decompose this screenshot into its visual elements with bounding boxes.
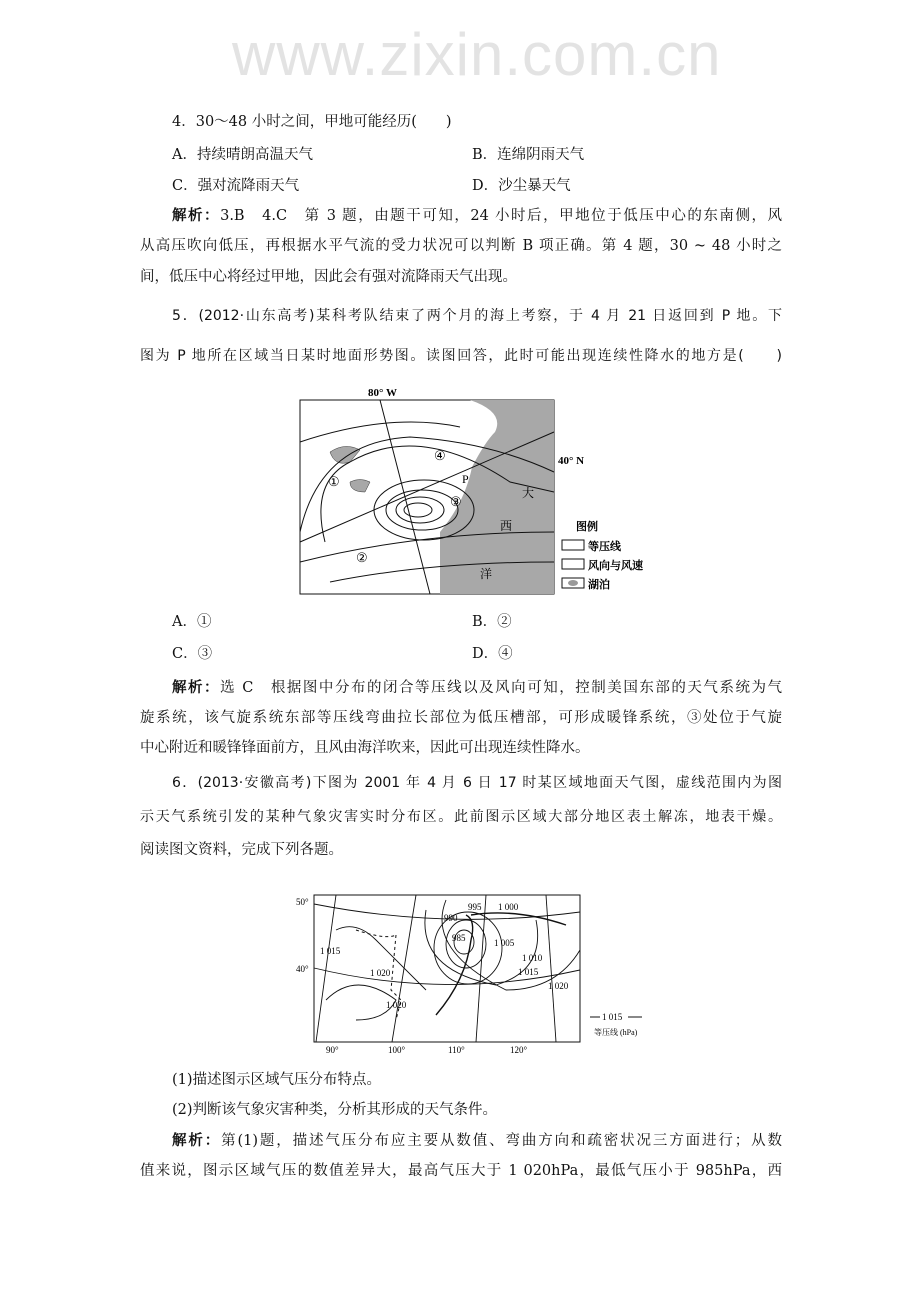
isobar-label: 1 020 [548, 981, 569, 991]
q5-stem: 5．(2012·山东高考)某科考队结束了两个月的海上考察，于 4 月 21 日返回到 P 地。下 [172, 308, 782, 324]
q5-stem: 图为 P 地所在区域当日某时地面形势图。读图回答，此时可能出现连续性降水的地方是( ) [140, 348, 782, 364]
q6-analysis-line: 值来说，图示区域气压的数值差异大，最高气压大于 1 020hPa，最低气压小于 985hPa，西 [140, 1163, 782, 1179]
q5-option-c: C．③ [172, 646, 213, 662]
lat-label: 40° [296, 964, 309, 974]
q5-weather-map [290, 382, 670, 598]
parallel-label: 40° N [558, 455, 585, 467]
watermark: www.zixin.com.cn [232, 21, 722, 88]
isobar-label: 1 005 [494, 938, 515, 948]
lon-label: 110° [448, 1045, 465, 1055]
marker-3: ③ [450, 494, 462, 509]
q4-analysis-line [172, 206, 782, 226]
q5-option-d: D．④ [472, 646, 513, 662]
q6-question-2: (2)判断该气象灾害种类，分析其形成的天气条件。 [172, 1102, 498, 1118]
analysis-text: 3.B 4.C 第 3 题，由题干可知，24 小时后，甲地位于低压中心的东南侧，风 [220, 208, 782, 224]
marker-4: ④ [434, 448, 446, 463]
q4-option-d: D．沙尘暴天气 [472, 178, 571, 194]
legend-lake: 湖泊 [588, 579, 610, 591]
lon-label: 100° [388, 1045, 406, 1055]
lon-label: 120° [510, 1045, 528, 1055]
isobar-label: 1 000 [498, 902, 519, 912]
q6-stem: 示天气系统引发的某种气象灾害实时分布区。此前图示区域大部分地区表土解冻，地表干燥。 [140, 809, 782, 825]
q4-option-c: C．强对流降雨天气 [172, 178, 300, 194]
q6-question-1: (1)描述图示区域气压分布特点。 [172, 1072, 382, 1088]
q5-analysis-line: 旋系统，该气旋系统东部等压线弯曲拉长部位为低压槽部，可形成暖锋系统，③处位于气旋 [140, 710, 782, 726]
isobar-label: 995 [468, 902, 482, 912]
q4-option-a: A．持续晴朗高温天气 [172, 147, 313, 163]
lon-label: 90° [326, 1045, 339, 1055]
meridian-label: 80° W [368, 387, 397, 399]
analysis-label: 解析： [172, 207, 221, 224]
isobar-label: 1 015 [320, 946, 341, 956]
q6-weather-map [296, 890, 656, 1060]
isobar-label: 1 020 [370, 968, 391, 978]
q4-analysis-line: 间，低压中心将经过甲地，因此会有强对流降雨天气出现。 [140, 269, 517, 285]
isobar-label: 985 [452, 933, 466, 943]
q6-stem: 阅读图文资料，完成下列各题。 [140, 842, 343, 858]
q4-analysis-line: 从高压吹向低压，再根据水平气流的受力状况可以判断 B 项正确。第 4 题，30 ~ 48 小时之 [140, 238, 782, 254]
isobar-label: 1 015 [518, 967, 539, 977]
legend-isobar: 等压线 [588, 541, 621, 553]
q4-option-b: B．连绵阴雨天气 [472, 147, 585, 163]
legend-wind: 风向与风速 [588, 560, 643, 572]
point-p-label: P [462, 472, 469, 486]
lat-label: 50° [296, 897, 309, 907]
legend-value: 1 015 [602, 1012, 623, 1022]
marker-1: ① [328, 474, 340, 489]
q5-analysis-line: 中心附近和暖锋锋面前方，且风由海洋吹来，因此可出现连续性降水。 [140, 740, 590, 756]
isobar-label: 1 020 [386, 1000, 407, 1010]
q5-analysis-line [172, 678, 782, 698]
ocean-label: 大 [522, 486, 535, 500]
ocean-label: 西 [500, 519, 513, 533]
analysis-label: 解析： [172, 679, 221, 696]
marker-2: ② [356, 550, 368, 565]
analysis-label: 解析： [172, 1132, 222, 1149]
q6-stem: 6．(2013·安徽高考)下图为 2001 年 4 月 6 日 17 时某区域地面天气图，虚线范围内为图 [172, 775, 782, 791]
isobar-label: 990 [444, 913, 458, 923]
isobar-label: 1 010 [522, 953, 543, 963]
legend-label: 等压线 (hPa) [594, 1028, 638, 1037]
q4-stem: 4．30～48 小时之间，甲地可能经历( ) [172, 114, 452, 130]
ocean-label: 洋 [480, 567, 493, 581]
analysis-text: 选 C 根据图中分布的闭合等压线以及风向可知，控制美国东部的天气系统为气 [220, 680, 782, 696]
legend-title: 图例 [576, 521, 598, 533]
analysis-text: 第(1)题，描述气压分布应主要从数值、弯曲方向和疏密状况三方面进行；从数 [221, 1133, 782, 1149]
q5-option-a: A．① [172, 614, 212, 630]
q5-option-b: B．② [472, 614, 512, 630]
q6-analysis-line [172, 1131, 782, 1151]
